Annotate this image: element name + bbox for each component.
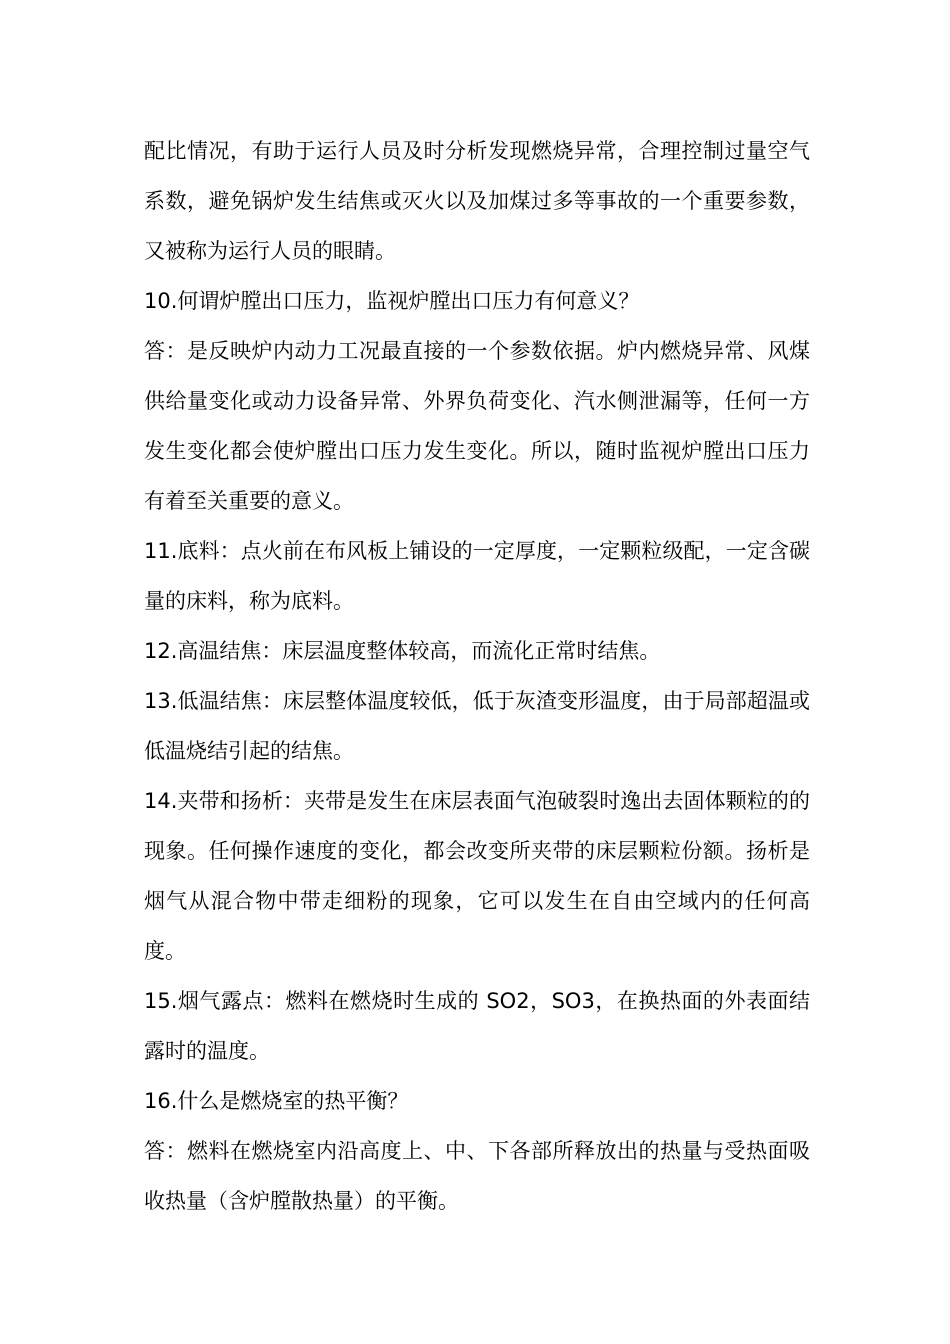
question-16-heat-balance: 16.什么是燃烧室的热平衡？ — [144, 1089, 409, 1113]
definition-15-flue-gas-dew-point: 15.烟气露点：燃料在燃烧时生成的 SO2，SO3，在换热面的外表面结露时的温度。 — [144, 989, 810, 1063]
paragraph-excess-air-continuation: 配比情况，有助于运行人员及时分析发现燃烧异常，合理控制过量空气系数，避免锅炉发生结焦或灭火以及加煤过多等事故的一个重要参数，又被称为运行人员的眼睛。 — [144, 139, 810, 263]
answer-16: 答：燃料在燃烧室内沿高度上、中、下各部所释放出的热量与受热面吸收热量（含炉膛散热量）的平衡。 — [144, 1139, 810, 1213]
definition-11-bed-material: 11.底料：点火前在布风板上铺设的一定厚度，一定颗粒级配，一定含碳量的床料，称为底料。 — [144, 539, 810, 613]
definition-13-low-temp-coking: 13.低温结焦：床层整体温度较低，低于灰渣变形温度，由于局部超温或低温烧结引起的结焦。 — [144, 689, 810, 763]
document-body — [144, 126, 810, 1226]
answer-10: 答：是反映炉内动力工况最直接的一个参数依据。炉内燃烧异常、风煤供给量变化或动力设备异常、外界负荷变化、汽水侧泄漏等，任何一方发生变化都会使炉膛出口压力发生变化。所以，随时监视炉膛出口压力有着至关重要的意义。 — [144, 339, 810, 513]
definition-14-entrainment-elutriation: 14.夹带和扬析：夹带是发生在床层表面气泡破裂时逸出去固体颗粒的的现象。任何操作速度的变化，都会改变所夹带的床层颗粒份额。扬析是烟气从混合物中带走细粉的现象，它可以发生在自由空域内的任何高度。 — [144, 789, 810, 963]
definition-12-high-temp-coking: 12.高温结焦：床层温度整体较高，而流化正常时结焦。 — [144, 639, 661, 663]
question-10-furnace-outlet-pressure: 10.何谓炉膛出口压力，监视炉膛出口压力有何意义？ — [144, 289, 640, 313]
